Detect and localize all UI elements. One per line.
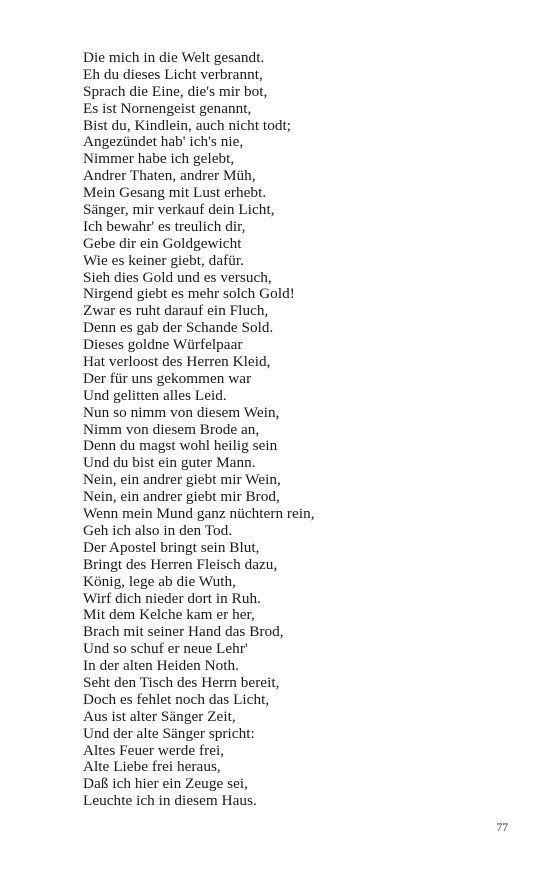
poem-line: Wirf dich nieder dort in Ruh. — [83, 589, 261, 607]
poem-line: Altes Feuer werde frei, — [83, 741, 225, 759]
poem-line: Eh du dieses Licht verbrannt, — [83, 65, 263, 83]
poem-line: Mein Gesang mit Lust erhebt. — [83, 184, 267, 202]
poem-line: Bist du, Kindlein, auch nicht todt; — [83, 116, 292, 134]
poem-line: Wenn mein Mund ganz nüchtern rein, — [83, 505, 315, 523]
poem-line: Nimmer habe ich gelebt, — [83, 150, 235, 168]
poem-line: Zwar es ruht darauf ein Fluch, — [83, 302, 269, 320]
poem-line: Brach mit seiner Hand das Brod, — [83, 623, 284, 641]
poem-line: Geh ich also in den Tod. — [83, 521, 233, 539]
poem-line: Andrer Thaten, andrer Müh, — [83, 167, 256, 185]
poem-line: Leuchte ich in diesem Haus. — [83, 792, 257, 810]
poem-line: Der für uns gekommen war — [83, 369, 252, 387]
poem-line: Und du bist ein guter Mann. — [83, 454, 256, 472]
poem-line: Mit dem Kelche kam er her, — [83, 606, 255, 624]
poem-line: Nun so nimm von diesem Wein, — [83, 403, 280, 421]
poem-line: Seht den Tisch des Herrn bereit, — [83, 673, 280, 691]
poem-line: Und so schuf er neue Lehr' — [83, 640, 248, 658]
poem-line: Doch es fehlet noch das Licht, — [83, 690, 270, 708]
poem-line: Und gelitten alles Leid. — [83, 386, 227, 404]
poem-line: Nimm von diesem Brode an, — [83, 420, 260, 438]
poem-line: Nein, ein andrer giebt mir Brod, — [83, 488, 280, 506]
poem-line: Wie es keiner giebt, dafür. — [83, 251, 244, 269]
poem-line: Denn es gab der Schande Sold. — [83, 319, 274, 337]
poem-text — [83, 50, 315, 810]
poem-line: Nirgend giebt es mehr solch Gold! — [83, 285, 295, 303]
poem-line: Sieh dies Gold und es versuch, — [83, 268, 272, 286]
poem-line: Nein, ein andrer giebt mir Wein, — [83, 471, 281, 489]
poem-line: Sprach die Eine, die's mir bot, — [83, 82, 268, 100]
poem-line: Ich bewahr' es treulich dir, — [83, 217, 246, 235]
poem-line: Angezündet hab' ich's nie, — [83, 133, 244, 151]
poem-line: Aus ist alter Sänger Zeit, — [83, 707, 236, 725]
poem-line: Bringt des Herren Fleisch dazu, — [83, 555, 278, 573]
poem-line: Daß ich hier ein Zeuge sei, — [83, 775, 248, 793]
poem-line: Der Apostel bringt sein Blut, — [83, 538, 260, 556]
poem-line: Dieses goldne Würfelpaar — [83, 336, 243, 354]
poem-line: Die mich in die Welt gesandt. — [83, 49, 265, 66]
poem-line: König, lege ab die Wuth, — [83, 572, 236, 590]
poem-line: In der alten Heiden Noth. — [83, 657, 240, 675]
poem-line: Hat verloost des Herren Kleid, — [83, 353, 271, 371]
poem-line: Denn du magst wohl heilig sein — [83, 437, 278, 455]
poem-line: Und der alte Sänger spricht: — [83, 724, 255, 742]
page-number: 77 — [496, 822, 508, 834]
poem-line: Gebe dir ein Goldgewicht — [83, 234, 242, 252]
poem-line: Sänger, mir verkauf dein Licht, — [83, 201, 275, 219]
poem-line: Alte Liebe frei heraus, — [83, 758, 221, 776]
poem-line: Es ist Nornengeist genannt, — [83, 99, 252, 117]
